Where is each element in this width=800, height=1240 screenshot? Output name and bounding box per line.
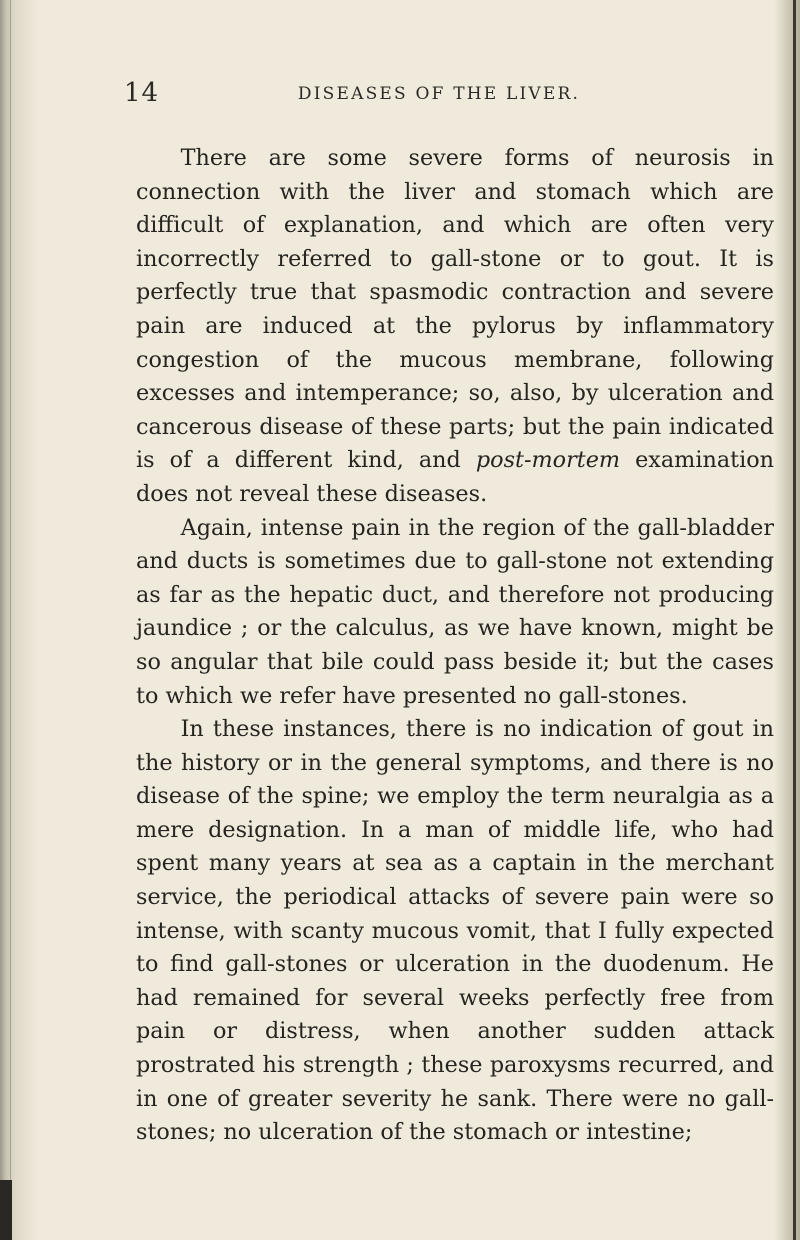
page-number: 14 [124, 78, 160, 108]
paragraph-1-text-b: examination does not reveal these diseases. [136, 447, 774, 507]
paragraph-2: Again, intense pain in the region of the gall-bladder and ducts is sometimes due to gall-stone not extending as far as the hepatic duct, and therefore not producing jaundice ; or the calculus, as we have known, might be so angular that bile could pass beside it; but the cases to which we refer have presented no gall-stones. [136, 514, 774, 709]
page-edge-shadow [774, 0, 800, 1240]
running-title: DISEASES OF THE LIVER. [297, 84, 581, 104]
page-header [124, 78, 784, 124]
body-text [136, 142, 774, 1150]
paragraph-3: In these instances, there is no indication of gout in the history or in the general symptoms, and there is no disease of the spine; we employ the term neuralgia as a mere designation. In a man of middle life, who had spent many years at sea as a captain in the merchant service, the periodical attacks of severe pain were so intense, with scanty mucous vomit, that I fully expected to find gall-stones or ulceration in the duodenum. He had remained for several weeks perfectly free from pain or distress, when another sudden attack prostrated his strength ; these paroxysms recurred, and in one of greater severity he sank. There were no gall-stones; no ulceration of the stomach or intestine; [136, 716, 774, 1146]
italic-term-post-mortem: post-mortem [475, 447, 621, 474]
paragraph-1-text-a: There are some severe forms of neurosis in connection with the liver and stomach which are difficult of explanation, and which are often very incorrectly referred to gall-stone or to gout. It is perfectly true that spasmodic contraction and severe pain are induced at the pylorus by inflammatory congestion of the mucous membrane, following excesses and intemperance; so, also, by ulceration and cancerous disease of these parts; but the pain indicated is of a different kind, and [136, 145, 774, 474]
paragraph-1 [136, 142, 774, 512]
page-gutter-shadow [0, 0, 38, 1240]
